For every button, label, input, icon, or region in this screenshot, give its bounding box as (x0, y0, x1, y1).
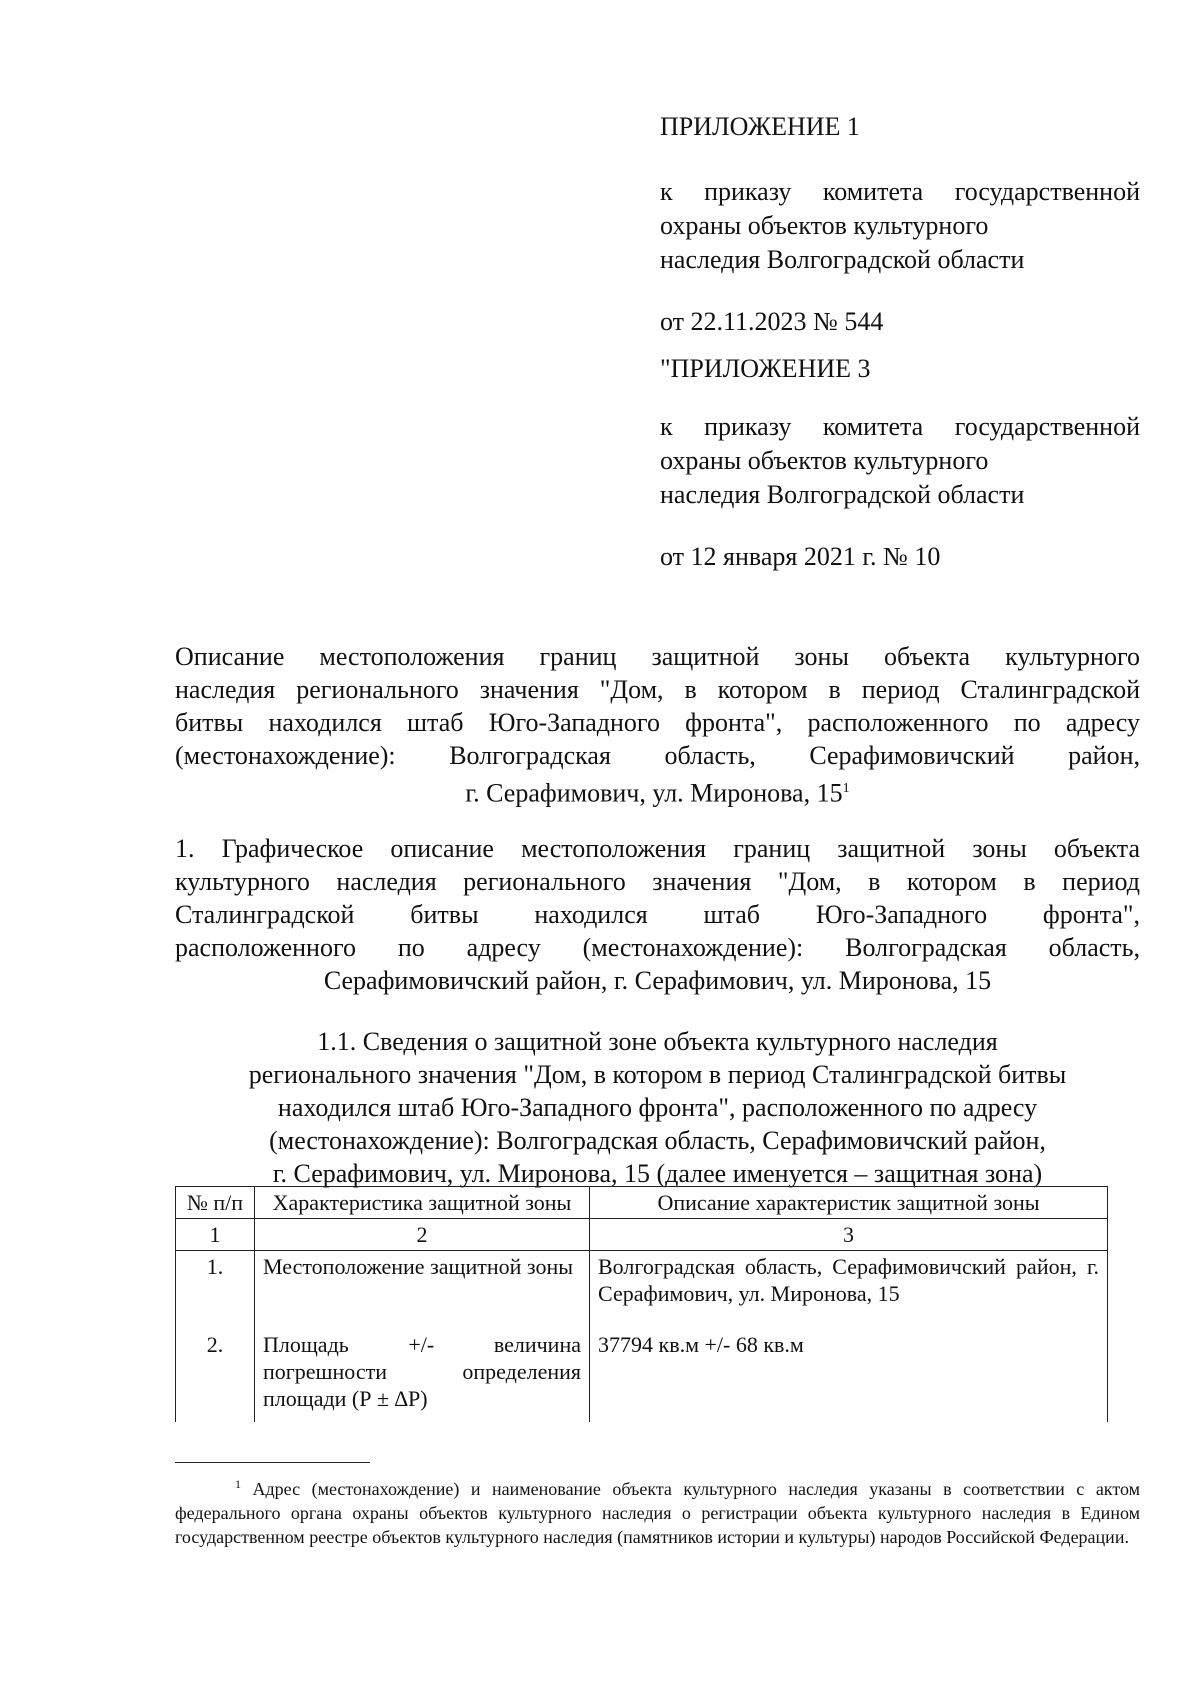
appendix-title-text: ПРИЛОЖЕНИЕ 1 (660, 112, 860, 141)
description-address: г. Серафимович, ул. Миронова, 15 (465, 778, 843, 808)
description-last-line (175, 772, 1140, 810)
table-header-cell: № п/п (176, 1187, 255, 1219)
order-reference (660, 175, 1140, 277)
row-number: 1. (176, 1251, 255, 1310)
order-reference-2 (660, 410, 1140, 512)
order-reference-line: к приказу комитета государственной (660, 177, 1140, 206)
subsection-line: находился штаб Юго-Западного фронта", расположенного по адресу (277, 1093, 1038, 1122)
table-row (176, 1309, 1108, 1422)
graphic-last-line: Серафимовичский район, г. Серафимович, ул. Миронова, 15 (323, 966, 992, 995)
footnote-mark: 1 (235, 1477, 241, 1491)
table-numbering-cell: 1 (176, 1219, 255, 1251)
order-reference-line: наследия Волгоградской области (660, 480, 1025, 509)
table-numbering-cell: 3 (590, 1219, 1108, 1251)
appendix-title-2 (660, 352, 1140, 386)
order-date-2-text: от 12 января 2021 г. № 10 (660, 542, 941, 571)
order-date (660, 305, 1140, 339)
subsection-heading (175, 1025, 1140, 1190)
footnote-text: Адрес (местонахождение) и наименование объекта культурного наследия указаны в соответствии с актом федерального органа охраны объектов культурного наследия о регистрации объекта культурного наследия в Едином государственном реестре объектов культурного наследия (памятников истории и культуры) народов Российской Федерации. (175, 1479, 1140, 1547)
subsection-line: 1.1. Сведения о защитной зоне объекта культурного наследия (317, 1027, 998, 1056)
graphic-line: расположенного по адресу (местонахождение): Волгоградская область, (175, 933, 1140, 962)
description-line: битвы находился штаб Юго-Западного фронта", расположенного по адресу (175, 708, 1140, 737)
zone-description-title (175, 640, 1140, 810)
order-date-text: от 22.11.2023 № 544 (660, 307, 884, 336)
row-characteristic: Местоположение защитной зоны (255, 1251, 590, 1310)
footnote (175, 1472, 1140, 1549)
subsection-line: (местонахождение): Волгоградская область, Серафимовичский район, (269, 1126, 1046, 1155)
row-characteristic: Площадь +/- величина погрешности определения площади (Р ± ∆Р) (255, 1309, 590, 1422)
table-row (176, 1251, 1108, 1310)
row-description: 37794 кв.м +/- 68 кв.м (590, 1309, 1108, 1422)
table-header-cell: Описание характеристик защитной зоны (590, 1187, 1108, 1219)
table-header-row (176, 1187, 1108, 1219)
graphic-line: 1. Графическое описание местоположения границ защитной зоны объекта (175, 834, 1140, 863)
appendix-title (660, 110, 1140, 144)
graphic-description-heading (175, 832, 1140, 997)
table-header-cell: Характеристика защитной зоны (255, 1187, 590, 1219)
description-line: наследия регионального значения "Дом, в котором в период Сталинградской (175, 675, 1140, 704)
order-reference-line: охраны объектов культурного (660, 446, 989, 475)
graphic-line: Сталинградской битвы находился штаб Юго-Западного фронта", (175, 900, 1140, 929)
table-numbering-cell: 2 (255, 1219, 590, 1251)
order-reference-line: охраны объектов культурного (660, 211, 989, 240)
subsection-line: регионального значения "Дом, в котором в период Сталинградской битвы (248, 1060, 1067, 1089)
description-line: Описание местоположения границ защитной зоны объекта культурного (175, 642, 1140, 671)
order-reference-line: к приказу комитета государственной (660, 412, 1140, 441)
order-reference-line: наследия Волгоградской области (660, 245, 1025, 274)
table-numbering-row (176, 1219, 1108, 1251)
row-number: 2. (176, 1309, 255, 1422)
description-line: (местонахождение): Волгоградская область, Серафимовичский район, (175, 741, 1140, 770)
footnote-divider (175, 1462, 370, 1463)
subsection-line: г. Серафимович, ул. Миронова, 15 (далее именуется – защитная зона) (272, 1159, 1043, 1188)
order-date-2 (660, 540, 1140, 574)
footnote-reference: 1 (842, 781, 850, 796)
appendix-title-2-text: "ПРИЛОЖЕНИЕ 3 (660, 354, 871, 383)
zone-info-table (175, 1186, 1108, 1422)
graphic-line: культурного наследия регионального значения "Дом, в котором в период (175, 867, 1140, 896)
row-description: Волгоградская область, Серафимовичский район, г. Серафимович, ул. Миронова, 15 (590, 1251, 1108, 1310)
